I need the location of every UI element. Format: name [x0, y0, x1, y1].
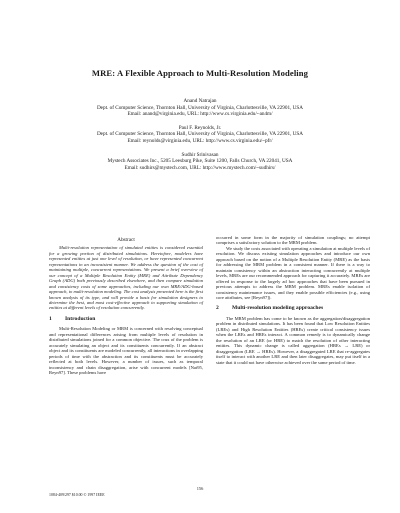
- page-number: 156: [196, 486, 204, 491]
- body-paragraph: occurred in some form in the majority of simulation couplings; no attempt comprises a satisfactory solution to the MRM problem.: [216, 235, 370, 246]
- section-heading: [216, 306, 370, 311]
- abstract-text: Multi-resolution representation of simulated entities is considered essential for a growing portion of distributed simulations. Heretofore, modelers have represented entities at just one level of resolution, or have represented concurrent representations in an inconsistent manner. We address the question of the cost of maintaining multiple, concurrent representations. We present a brief overview of our concept of a Multiple Resolution Entity (MRE) and Attribute Dependency Graph (ADG) both previously described elsewhere, and then compare simulation and consistency costs of some approaches, including our own MRE/ADG-based approach, to multi-resolution modeling. The cost analysis presented here is the first known analysis of its type, and will provide a basis for simulation designers to determine the best, and most cost-effective approach to supporting simulation of entities at different levels of resolution concurrently.: [49, 245, 203, 311]
- author-affiliation: Dept. of Computer Science, Thornton Hall, University of Virginia, Charlottesville, VA 22901, USA: [96, 131, 304, 138]
- author-contact: Email: reynolds@virginia.edu, URL: http://www.cs.virginia.edu/~pfr/: [127, 137, 273, 144]
- section-title: Introduction: [65, 315, 96, 322]
- body-paragraph: The MRM problem has come to be known as the aggregation/disaggregation problem in distributed simulations. It has been found that Low Resolution Entities (LREs) and High Resolution Entities (HREs) create critical consistency issues when the LREs and HREs interact. A common remedy is to dynamically change the resolution of an LRE (or HRE) to match the resolution of other interacting entities. This dynamic change is called aggregation (HREs → LRE) or disaggregation (LRE → HREs). However, a disaggregated LRE that re-aggregates itself to interact with another LRE and then later disaggregates, may put itself in a state that it could not have otherwise achieved over the same period of time.: [216, 315, 370, 365]
- section-title: Multi-resolution modeling approaches: [232, 305, 324, 312]
- section-number: 1: [49, 315, 52, 322]
- author-name: Sudhir Srinivasan: [181, 151, 219, 158]
- author-name: Paul F. Reynolds, Jr.: [178, 124, 222, 131]
- author-affiliation: Dept. of Computer Science, Thornton Hall, University of Virginia, Charlottesville, VA 22901, USA: [96, 104, 304, 111]
- copyright-footer: 1084-409/297 $10.00 © 1997 IEEE: [49, 493, 105, 497]
- section-number: 2: [216, 305, 219, 312]
- author-contact: Email: sudhirs@mystech.com, URL: http://www.mystech.com/~sudhirs/: [124, 164, 276, 171]
- author-entry: [0, 125, 400, 145]
- abstract-heading: Abstract: [117, 237, 135, 243]
- author-name: Anand Natrajan: [183, 98, 217, 104]
- paper-title: MRE: A Flexible Approach to Multi-Resolution Modeling: [91, 68, 309, 78]
- body-paragraph: We study the costs associated with operating a simulation at multiple levels of resolution. We discuss existing simulation approaches and introduce our own approach based on the notion of a Multiple Resolution Entity (MRE) as the basis for addressing the MRM problem in a consistent manner. If there is a way to maintain consistency within an abstraction interacting concurrently at multiple levels, MREs are our recommended approach for capturing it accurately. MREs are offered in response to the largely ad hoc approaches that have been pursued in previous attempts to address the MRM problem. MREs enable isolation of consistency maintenance issues, and they enable possible efficiencies (e.g., using core attributes, see [Reyn97]).: [216, 245, 370, 300]
- author-block: [0, 98, 400, 178]
- author-entry: [0, 98, 400, 118]
- left-column: [49, 238, 203, 375]
- body-paragraph: Multi-Resolution Modeling or MRM is concerned with resolving conceptual and representational differences arising from multiple levels of resolution in distributed simulations joined for a common objective. The crux of the problem is accurately simulating an object and its constituents concurrently. If an abstract object and its constituents are modeled concurrently, all interactions in overlapping periods of time with the abstraction and its constituents must be accurately reflected at both levels. However, a number of issues, such as temporal inconsistency and chain disaggregation, arise with concurrent models [Nat95, Reyn97]. These problems have: [49, 326, 203, 375]
- author-entry: [0, 152, 400, 172]
- right-column: [216, 235, 370, 365]
- author-contact: Email: anand@virginia.edu, URL: http://www.cs.virginia.edu/~an4m/: [127, 111, 273, 118]
- author-affiliation: Mystech Associates Inc., 5205 Leesburg Pike, Suite 1200, Falls Church, VA 22041, USA: [107, 158, 293, 165]
- section-heading: [49, 317, 203, 322]
